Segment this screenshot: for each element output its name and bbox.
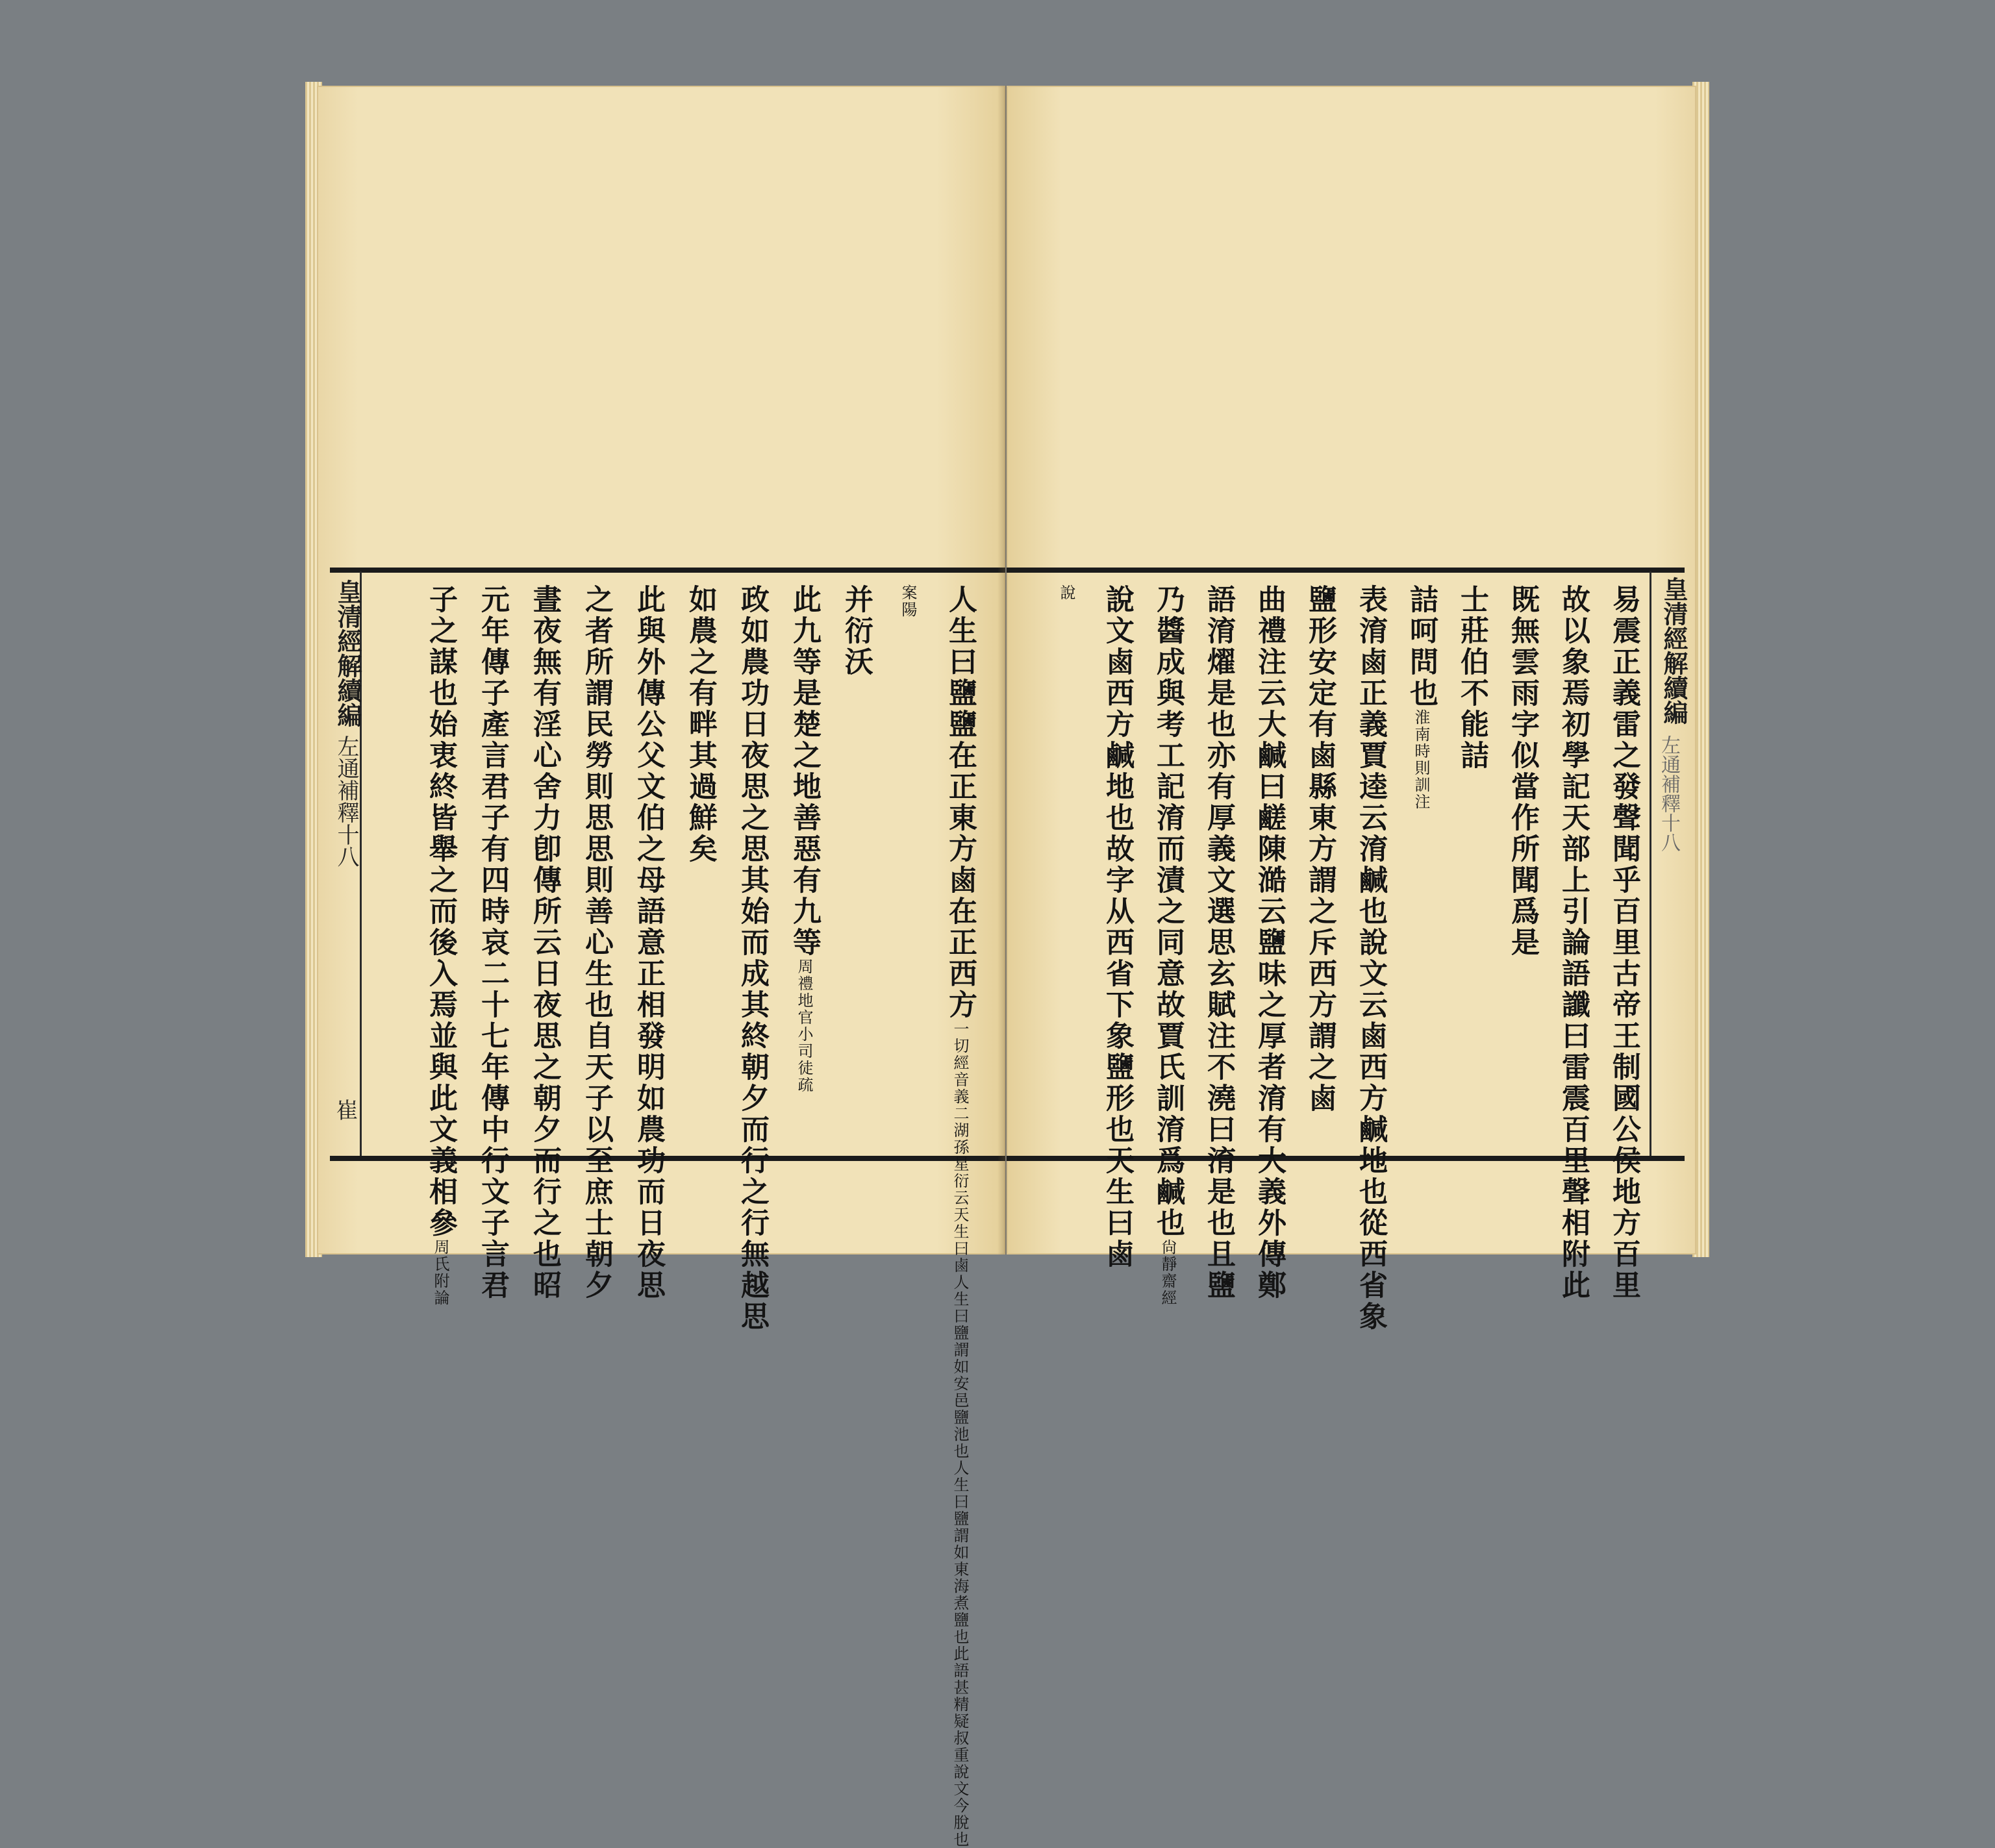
column-text: 政如農功日夜思之思其始而成其終朝夕而行之行無越思: [736, 584, 769, 1332]
column-text: 此與外傳公父文伯之母語意正相發明如農功而日夜思: [632, 584, 665, 1301]
column-annotation: 周氏附論: [431, 1239, 449, 1306]
column-annotation: 淮南時則訓注: [1412, 709, 1430, 810]
column-text: 乃醬成與考工記淯而漬之同意故賈氏訓淯爲鹹也: [1151, 584, 1185, 1239]
left-page: [317, 86, 1005, 1848]
column-text: 子之謀也始衷終皆舉之而後入焉並與此文義相參: [424, 584, 457, 1239]
gutter-line: [1650, 571, 1651, 1156]
text-column: [888, 584, 926, 618]
text-column: [733, 584, 770, 1332]
gutter-section: 左通補釋十八: [1657, 735, 1680, 852]
text-column: [525, 584, 562, 1301]
gutter-section: 左通補釋十八: [333, 735, 359, 868]
column-text: 語淯燿是也亦有厚義文選思玄賦注不澆曰淯是也且鹽: [1202, 584, 1235, 1301]
column-text: 表淯鹵正義賈逵云淯鹹也說文云鹵西方鹹地也從西省象: [1354, 584, 1387, 1332]
column-annotation: 案陽: [899, 584, 917, 618]
text-column: [1148, 584, 1186, 1306]
column-annotation: 說: [1057, 584, 1075, 601]
column-text: 故以象焉初學記天部上引論語讖曰雷震百里聲相附此: [1557, 584, 1590, 1301]
text-column: [1452, 584, 1490, 771]
text-column: [577, 584, 614, 1301]
text-column: [1604, 584, 1642, 1301]
text-column: [473, 584, 510, 1301]
column-text: 此九等是楚之地善惡有九等: [788, 584, 821, 958]
text-column: [1300, 584, 1338, 1114]
column-text: 元年傳子產言君子有四時哀二十七年傳中行文子言君: [476, 584, 509, 1301]
column-text: 人生曰鹽鹽在正東方鹵在正西方: [944, 584, 977, 1021]
text-column: [421, 584, 458, 1306]
text-column: [1401, 584, 1439, 810]
text-column: [836, 584, 874, 678]
column-text: 說文鹵西方鹹地也故字从西省下象鹽形也天生曰鹵: [1101, 584, 1134, 1270]
text-column: [1553, 584, 1591, 1301]
column-text: 曲禮注云大鹹曰鹺陳澔云鹽味之厚者淯有大義外傳鄭: [1253, 584, 1286, 1301]
text-column: [681, 584, 718, 865]
column-text: 并衍沃: [840, 584, 873, 678]
text-column: [629, 584, 666, 1301]
text-column: [1098, 584, 1135, 1270]
column-annotation: 尙靜齋經: [1159, 1239, 1177, 1306]
text-column: [784, 584, 822, 1093]
top-border-rule: [330, 568, 1005, 573]
gutter-title: 皇清經解續編: [333, 579, 362, 727]
column-text: 既無雲雨字似當作所聞爲是: [1506, 584, 1539, 958]
text-column: [1199, 584, 1236, 1301]
open-book: [317, 77, 1696, 1848]
gutter-title: 皇清經解續編: [1659, 577, 1688, 725]
column-text: 晝夜無有淫心舍力卽傳所云日夜思之朝夕而行之也昭: [528, 584, 561, 1301]
gutter-mark: 崔: [332, 1099, 358, 1121]
column-text: 易震正義雷之發聲聞乎百里古帝王制國公侯地方百里: [1607, 584, 1640, 1301]
column-text: 之者所謂民勞則思思則善心生也自天子以至庶士朝夕: [580, 584, 613, 1301]
right-page: [1007, 86, 1696, 1332]
column-text: 詰呵問也: [1405, 584, 1438, 709]
column-text: 如農之有畔其過鮮矣: [684, 584, 717, 865]
column-text: 鹽形安定有鹵縣東方謂之斥西方謂之鹵: [1303, 584, 1336, 1114]
top-border-rule: [1007, 568, 1685, 573]
text-column: [1503, 584, 1540, 958]
text-column: [1351, 584, 1388, 1332]
column-annotation: 周禮地官小司徒疏: [795, 958, 813, 1093]
column-annotation: 一切經音義二湖孫星衍云天生曰鹵人生曰鹽謂如安邑鹽池也人生曰鹽謂如東海煮鹽也此語甚精疑叔重說文今脫也: [951, 1021, 969, 1848]
text-column: [1249, 584, 1287, 1301]
column-text: 士莊伯不能詰: [1455, 584, 1488, 771]
text-column: [940, 584, 978, 1848]
text-column: [1047, 584, 1085, 601]
